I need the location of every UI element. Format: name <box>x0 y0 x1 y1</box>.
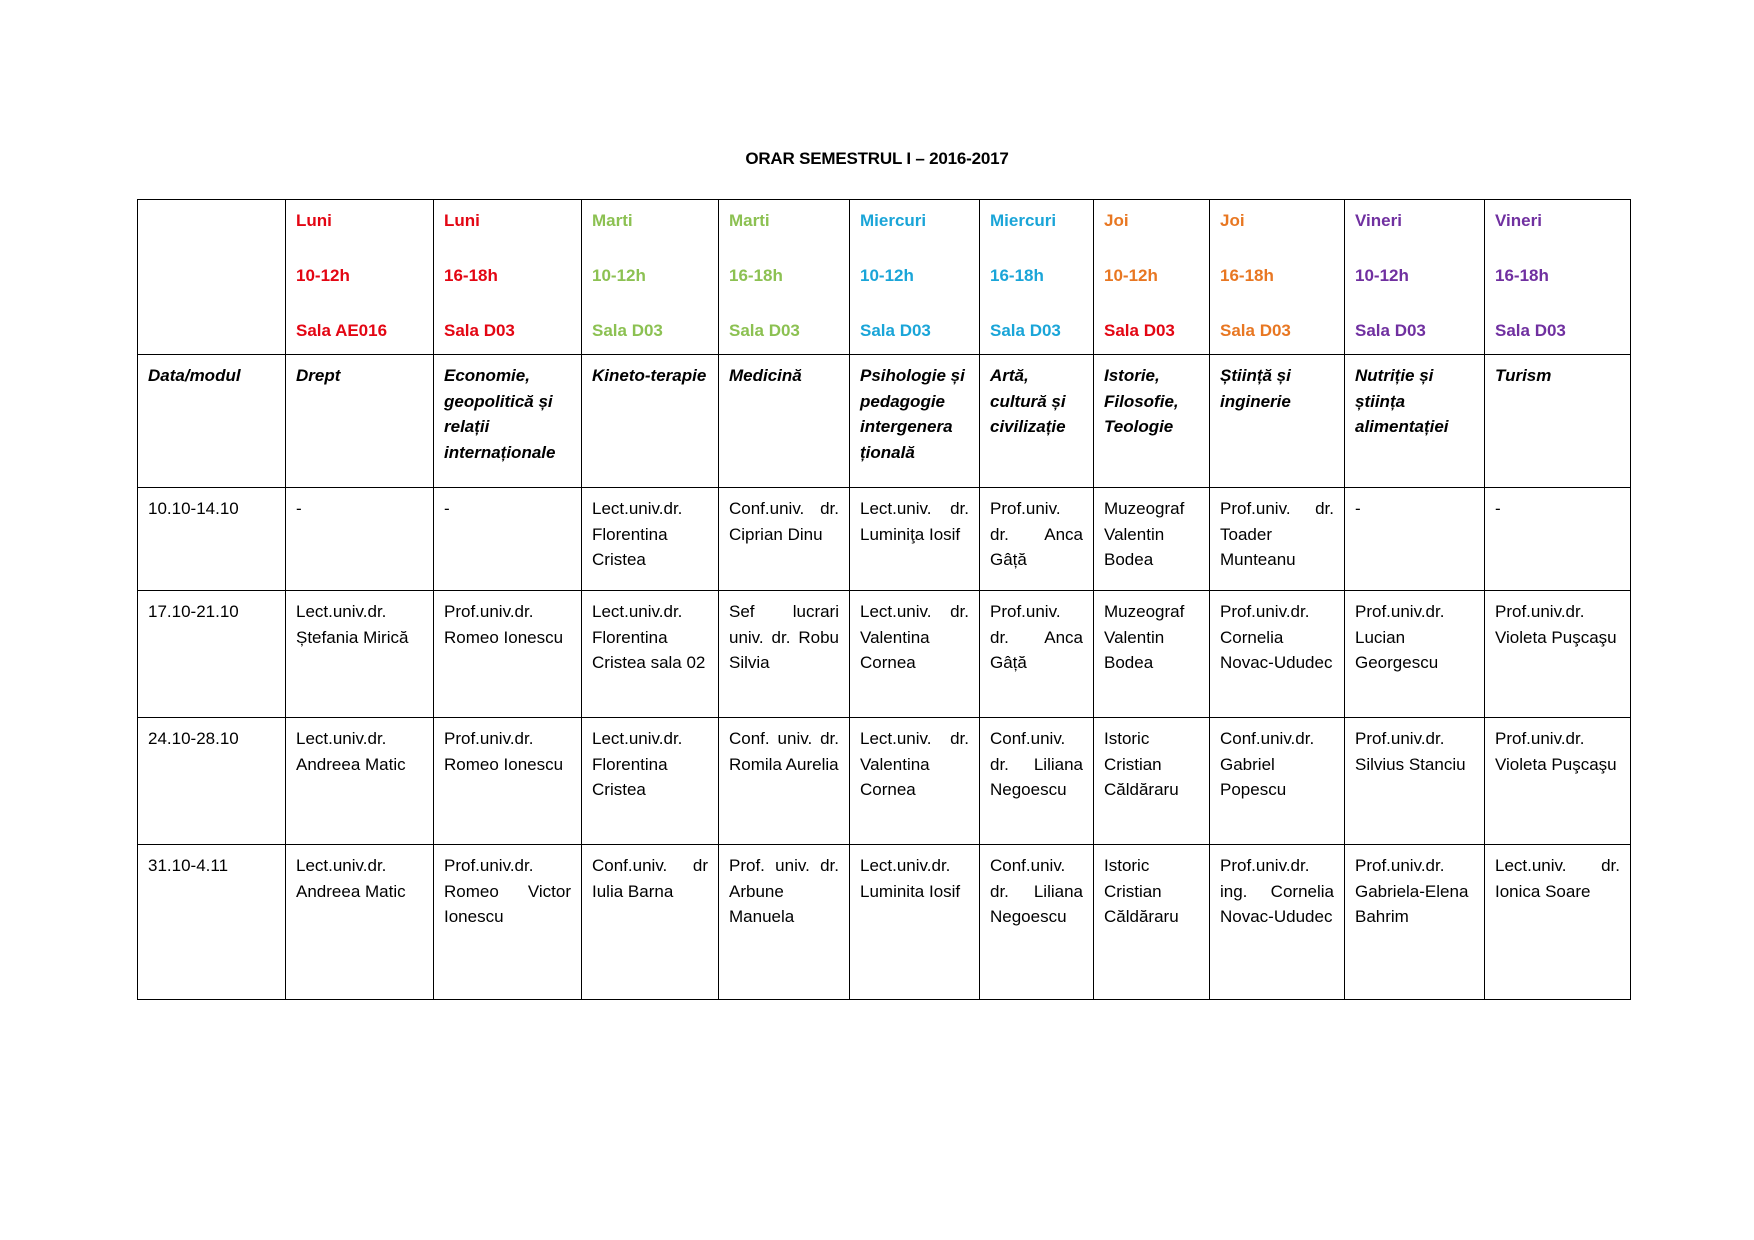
header-day: Luni <box>444 211 480 230</box>
header-cell <box>980 200 1094 355</box>
lecturer-cell: - <box>286 488 434 591</box>
lecturer-cell: - <box>1345 488 1485 591</box>
lecturer-cell: Prof. univ. dr. Arbune Manuela <box>719 845 850 1000</box>
header-time: 16-18h <box>1495 266 1549 285</box>
table-row <box>138 488 1631 591</box>
lecturer-cell: Sef lucrari univ. dr. Robu Silvia <box>719 591 850 718</box>
module-name: Artă, cultură și civilizație <box>980 355 1094 488</box>
header-time: 16-18h <box>729 266 783 285</box>
module-name: Medicină <box>719 355 850 488</box>
header-room: Sala D03 <box>860 321 931 340</box>
lecturer-cell: Lect.univ.dr. Andreea Matic <box>286 845 434 1000</box>
lecturer-cell: Istoric Cristian Căldăraru <box>1094 845 1210 1000</box>
module-name: Drept <box>286 355 434 488</box>
header-day: Joi <box>1104 211 1129 230</box>
lecturer-cell: Muzeograf Valentin Bodea <box>1094 488 1210 591</box>
lecturer-cell: Prof.univ.dr. ing. Cornelia Novac-Ududec <box>1210 845 1345 1000</box>
lecturer-cell: Lect.univ.dr. Florentina Cristea <box>582 718 719 845</box>
header-time: 16-18h <box>1220 266 1274 285</box>
lecturer-cell: Lect.univ.dr. Andreea Matic <box>286 718 434 845</box>
module-name: Economie, geopolitică și relații internaționale <box>434 355 582 488</box>
header-day: Marti <box>592 211 633 230</box>
lecturer-cell: Conf.univ. dr. Liliana Negoescu <box>980 718 1094 845</box>
header-cell <box>286 200 434 355</box>
header-cell <box>1345 200 1485 355</box>
lecturer-cell: Prof.univ.dr. Violeta Puşcaşu <box>1485 718 1631 845</box>
lecturer-cell: Prof.univ.dr. Gabriela-Elena Bahrim <box>1345 845 1485 1000</box>
lecturer-cell: Prof.univ. dr. Anca Gâță <box>980 488 1094 591</box>
lecturer-cell: Lect.univ.dr. Florentina Cristea sala 02 <box>582 591 719 718</box>
lecturer-cell: Prof.univ. dr. Toader Munteanu <box>1210 488 1345 591</box>
lecturer-cell: Prof.univ.dr. Romeo Ionescu <box>434 591 582 718</box>
lecturer-cell: Lect.univ. dr. Valentina Cornea <box>850 718 980 845</box>
header-room: Sala D03 <box>990 321 1061 340</box>
header-cell <box>1210 200 1345 355</box>
header-day: Marti <box>729 211 770 230</box>
date-cell: 10.10-14.10 <box>138 488 286 591</box>
page-title: ORAR SEMESTRUL I – 2016-2017 <box>745 149 1009 168</box>
header-day: Joi <box>1220 211 1245 230</box>
lecturer-cell: Conf.univ. dr. Liliana Negoescu <box>980 845 1094 1000</box>
module-name: Nutriție și știința alimentației <box>1345 355 1485 488</box>
header-day: Vineri <box>1495 211 1542 230</box>
header-cell <box>434 200 582 355</box>
module-name: Psihologie și pedagogie intergenera țională <box>850 355 980 488</box>
lecturer-cell: - <box>1485 488 1631 591</box>
table-row <box>138 718 1631 845</box>
header-cell <box>582 200 719 355</box>
header-cell <box>1094 200 1210 355</box>
header-time: 10-12h <box>296 266 350 285</box>
lecturer-cell: Lect.univ. dr. Valentina Cornea <box>850 591 980 718</box>
header-time: 16-18h <box>444 266 498 285</box>
header-day: Miercuri <box>860 211 927 230</box>
header-time: 10-12h <box>860 266 914 285</box>
header-room: Sala D03 <box>1220 321 1291 340</box>
lecturer-cell: Lect.univ. dr. Luminiţa Iosif <box>850 488 980 591</box>
lecturer-cell: Conf. univ. dr. Romila Aurelia <box>719 718 850 845</box>
header-cell <box>850 200 980 355</box>
header-time: 16-18h <box>990 266 1044 285</box>
header-day: Miercuri <box>990 211 1057 230</box>
lecturer-cell: - <box>434 488 582 591</box>
header-day: Luni <box>296 211 332 230</box>
lecturer-cell: Istoric Cristian Căldăraru <box>1094 718 1210 845</box>
table-row <box>138 591 1631 718</box>
header-time: 10-12h <box>1104 266 1158 285</box>
header-room: Sala D03 <box>1104 321 1175 340</box>
header-cell <box>719 200 850 355</box>
header-room: Sala D03 <box>1495 321 1566 340</box>
lecturer-cell: Prof.univ.dr. Lucian Georgescu <box>1345 591 1485 718</box>
lecturer-cell: Prof.univ. dr. Anca Gâță <box>980 591 1094 718</box>
table-row <box>138 845 1631 1000</box>
lecturer-cell: Conf.univ.dr. Gabriel Popescu <box>1210 718 1345 845</box>
lecturer-cell: Conf.univ. dr Iulia Barna <box>582 845 719 1000</box>
lecturer-cell: Conf.univ. dr. Ciprian Dinu <box>719 488 850 591</box>
module-name: Turism <box>1485 355 1631 488</box>
lecturer-cell: Prof.univ.dr. Violeta Puşcaşu <box>1485 591 1631 718</box>
lecturer-cell: Lect.univ. dr. Ionica Soare <box>1485 845 1631 1000</box>
lecturer-cell: Prof.univ.dr. Silvius Stanciu <box>1345 718 1485 845</box>
header-row <box>138 200 1631 355</box>
date-cell: 31.10-4.11 <box>138 845 286 1000</box>
lecturer-cell: Lect.univ.dr. Ștefania Mirică <box>286 591 434 718</box>
header-day: Vineri <box>1355 211 1402 230</box>
lecturer-cell: Prof.univ.dr. Cornelia Novac-Ududec <box>1210 591 1345 718</box>
lecturer-cell: Muzeograf Valentin Bodea <box>1094 591 1210 718</box>
module-name: Kineto-terapie <box>582 355 719 488</box>
modules-label: Data/modul <box>138 355 286 488</box>
header-room: Sala D03 <box>1355 321 1426 340</box>
date-cell: 17.10-21.10 <box>138 591 286 718</box>
date-cell: 24.10-28.10 <box>138 718 286 845</box>
header-time: 10-12h <box>592 266 646 285</box>
lecturer-cell: Lect.univ.dr. Luminita Iosif <box>850 845 980 1000</box>
header-room: Sala D03 <box>444 321 515 340</box>
header-room: Sala AE016 <box>296 321 388 340</box>
header-room: Sala D03 <box>592 321 663 340</box>
module-row <box>138 355 1631 488</box>
module-name: Istorie, Filosofie, Teologie <box>1094 355 1210 488</box>
lecturer-cell: Prof.univ.dr. Romeo Ionescu <box>434 718 582 845</box>
module-name: Știință și inginerie <box>1210 355 1345 488</box>
schedule-table <box>137 199 1631 1000</box>
header-time: 10-12h <box>1355 266 1409 285</box>
header-room: Sala D03 <box>729 321 800 340</box>
lecturer-cell: Lect.univ.dr. Florentina Cristea <box>582 488 719 591</box>
header-cell <box>1485 200 1631 355</box>
corner-cell <box>138 200 286 355</box>
lecturer-cell: Prof.univ.dr. Romeo Victor Ionescu <box>434 845 582 1000</box>
